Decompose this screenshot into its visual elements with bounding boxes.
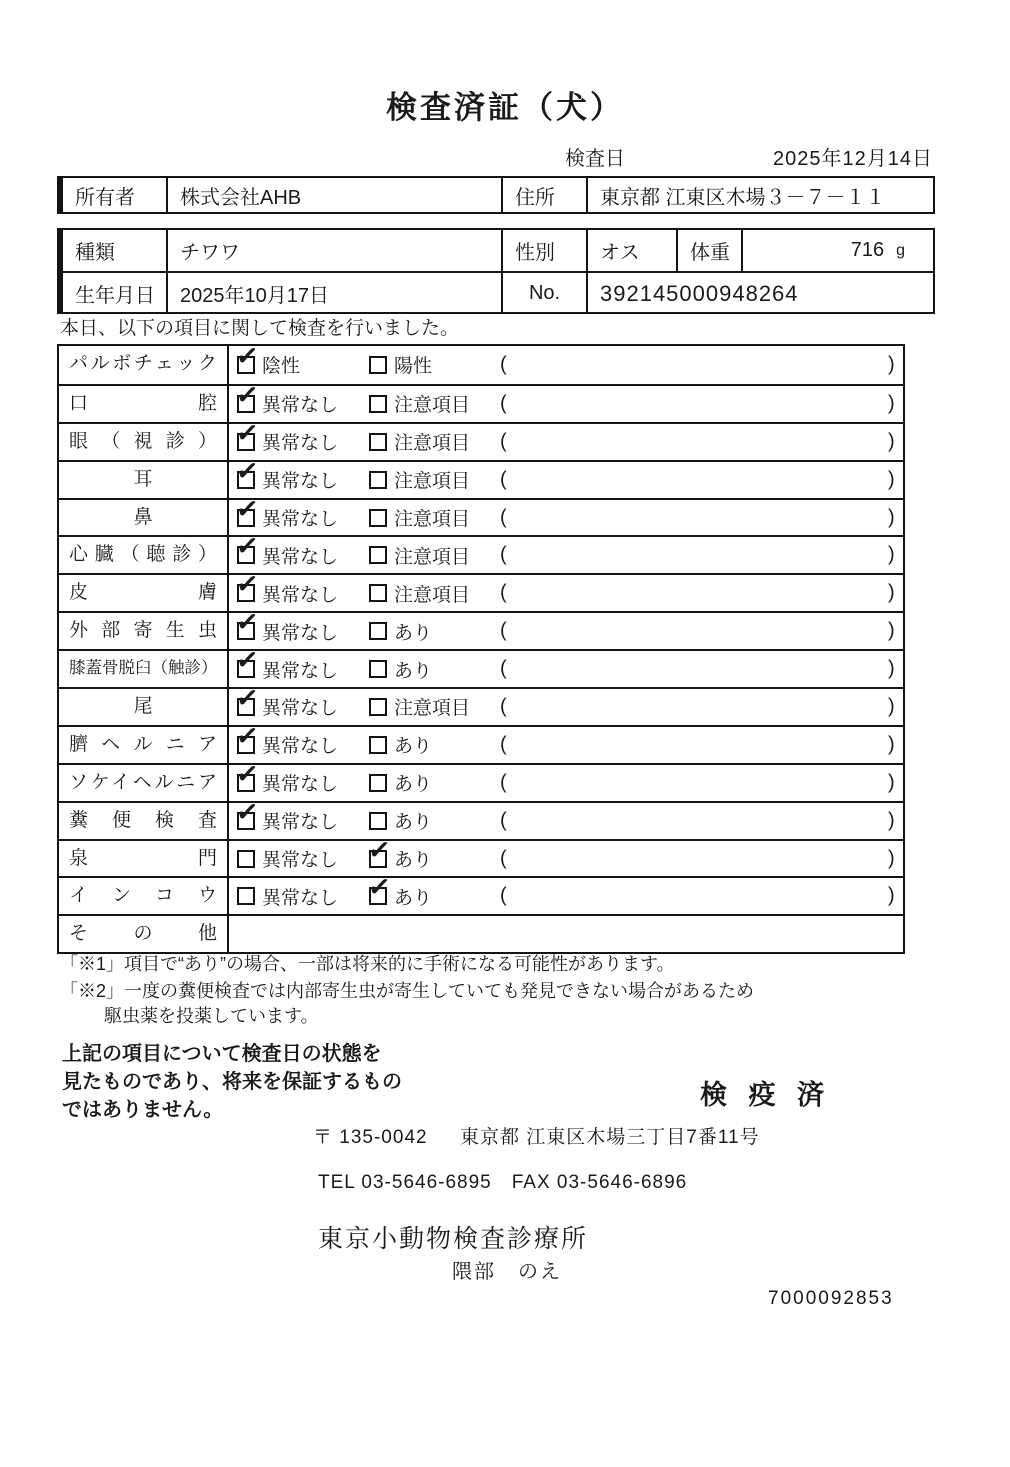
exam-option-label: 異常なし: [262, 509, 339, 530]
checkbox-icon: [369, 774, 387, 792]
exam-option: [369, 651, 432, 687]
exam-option-label: あり: [394, 812, 433, 834]
owner-row: [63, 178, 933, 212]
disclaimer-line-3: ではありません。: [62, 1099, 224, 1121]
checkbox-checked-icon: [234, 795, 261, 830]
paren-close: ): [888, 543, 895, 566]
exam-options-cell: [229, 339, 903, 384]
paren-open: (: [500, 353, 507, 376]
check-mark-icon: ✓: [234, 492, 261, 525]
checkbox-checked-icon: [234, 492, 261, 527]
exam-option-label: あり: [394, 850, 433, 872]
exam-item-label: 皮膚: [59, 575, 229, 611]
checkbox-icon: [369, 471, 387, 489]
breed-value: チワワ: [166, 230, 501, 271]
check-mark-icon: ✓: [234, 643, 261, 677]
paren-open: (: [500, 884, 507, 907]
exam-option: [234, 378, 339, 422]
exam-option: [234, 416, 339, 460]
exam-option-label: 異常なし: [262, 850, 339, 872]
paren-open: (: [500, 619, 507, 642]
checkbox-icon: [369, 698, 387, 716]
paren-close: ): [888, 392, 895, 415]
exam-row: [59, 454, 903, 498]
exam-option: [237, 878, 338, 914]
exam-option-label: あり: [394, 887, 433, 909]
exam-option-label: 異常なし: [262, 736, 339, 758]
sex-value: オス: [586, 230, 676, 271]
check-mark-icon: ✓: [234, 719, 261, 752]
exam-option: [369, 537, 470, 573]
paren-close: ): [888, 619, 895, 642]
paren-close: ): [888, 733, 895, 756]
exam-option-label: 異常なし: [262, 660, 339, 682]
exam-option-label: 注意項目: [394, 546, 471, 568]
exam-option: [369, 575, 470, 611]
exam-options-cell: [229, 833, 903, 877]
exam-option-label: 異常なし: [262, 622, 339, 644]
exam-option: [234, 454, 339, 498]
exam-option: [234, 606, 339, 649]
check-mark-icon: ✓: [234, 568, 261, 601]
checkbox-icon: [369, 584, 387, 602]
exam-table: [57, 339, 905, 954]
checkbox-checked-icon: [234, 378, 261, 413]
paren-close: ): [888, 353, 895, 376]
checkbox-icon: [369, 395, 387, 413]
exam-row: [59, 568, 903, 611]
weight-unit: g: [896, 241, 905, 259]
exam-options-cell: [229, 606, 903, 649]
exam-item-label: 糞便検査: [59, 803, 229, 839]
exam-option-label: 異常なし: [262, 584, 339, 606]
exam-option: [234, 681, 339, 725]
exam-option: [369, 424, 470, 460]
exam-options-cell: [229, 454, 903, 498]
exam-item-label: 尾: [59, 689, 229, 725]
exam-option-label: 異常なし: [262, 433, 339, 455]
paren-open: (: [500, 468, 507, 491]
no-label: No.: [501, 273, 586, 314]
exam-option: [369, 346, 432, 384]
pet-row-2: [63, 271, 933, 314]
paren-close: ): [888, 430, 895, 453]
exam-row: [59, 871, 903, 914]
exam-options-cell: [229, 871, 903, 914]
checkbox-icon: [369, 736, 387, 754]
paren-open: (: [500, 733, 507, 756]
exam-option: [234, 757, 339, 801]
checkbox-icon: [237, 850, 255, 868]
paren-open: (: [500, 392, 507, 415]
inspection-date-label: 検査日: [565, 148, 625, 170]
exam-item-label: 口腔: [59, 386, 229, 422]
exam-option-label: あり: [394, 660, 433, 682]
checkbox-icon: [369, 433, 387, 451]
exam-options-cell: [229, 378, 903, 422]
paren-open: (: [500, 657, 507, 680]
exam-options-cell: [229, 530, 903, 573]
exam-row: [59, 643, 903, 687]
exam-item-label: ソケイヘルニア: [59, 765, 229, 801]
exam-option: [234, 530, 339, 573]
exam-option: [234, 568, 339, 611]
check-mark-icon: ✓: [234, 795, 261, 828]
checkbox-checked-icon: [234, 681, 261, 716]
check-mark-icon: ✓: [234, 416, 261, 449]
exam-option: [369, 613, 432, 649]
pet-table: [57, 228, 935, 314]
exam-row: [59, 833, 903, 877]
paren-close: ): [888, 884, 895, 907]
owner-label: 所有者: [75, 186, 135, 209]
exam-option-label: 異常なし: [262, 774, 339, 796]
exam-options-cell: [229, 719, 903, 763]
checkbox-icon: [369, 509, 387, 527]
checkbox-checked-icon: [234, 339, 261, 374]
exam-row: [59, 914, 903, 952]
checkbox-icon: [369, 546, 387, 564]
check-mark-icon: ✓: [234, 339, 261, 373]
disclaimer-line-1: 上記の項目について検査日の状態を: [62, 1043, 382, 1065]
exam-options-cell: [229, 681, 903, 725]
weight-cell: [741, 230, 933, 271]
check-mark-icon: ✓: [234, 378, 261, 411]
exam-options-cell: [229, 916, 903, 952]
disclaimer-text: [62, 1040, 402, 1124]
sex-label: 性別: [501, 230, 586, 271]
exam-option-label: 注意項目: [394, 698, 471, 720]
exam-option: [369, 500, 470, 536]
exam-row: [59, 681, 903, 725]
footnote-2-continued: 駆虫薬を投薬しています。: [104, 1006, 319, 1026]
paren-close: ): [888, 847, 895, 870]
paren-open: (: [500, 581, 507, 604]
document-serial-number: 7000092853: [768, 1288, 894, 1309]
exam-option-label: 異常なし: [262, 698, 339, 720]
birth-label: 生年月日: [75, 285, 155, 307]
exam-item-label: 臍ヘルニア: [59, 727, 229, 763]
veterinarian-name: 隈部 のえ: [452, 1261, 562, 1283]
paren-open: (: [500, 847, 507, 870]
checkbox-icon: [369, 812, 387, 830]
exam-item-label: 眼（視診）: [59, 424, 229, 460]
exam-option-label: 陰性: [262, 356, 301, 378]
exam-item-label: 膝蓋骨脱臼（触診）: [59, 651, 229, 687]
check-mark-icon: ✓: [234, 454, 261, 487]
exam-option-label: 異常なし: [262, 546, 339, 568]
exam-item-label: 鼻: [59, 500, 229, 536]
exam-item-label: その他: [59, 916, 229, 952]
exam-option: [369, 765, 432, 801]
paren-close: ): [888, 771, 895, 794]
paren-close: ): [888, 695, 895, 718]
exam-option-label: 異常なし: [262, 887, 339, 909]
exam-item-label: 耳: [59, 462, 229, 498]
exam-option-label: 注意項目: [394, 584, 471, 606]
paren-close: ): [888, 506, 895, 528]
weight-value: 716: [850, 239, 885, 261]
exam-options-cell: [229, 568, 903, 611]
checkbox-checked-icon: [234, 757, 261, 792]
exam-row: [59, 492, 903, 536]
checkbox-icon: [237, 887, 255, 905]
exam-options-cell: [229, 416, 903, 460]
exam-option: [234, 643, 339, 687]
paren-close: ): [888, 468, 895, 491]
exam-options-cell: [229, 643, 903, 687]
exam-row: [59, 606, 903, 649]
exam-option-label: 異常なし: [262, 395, 339, 417]
paren-open: (: [500, 430, 507, 453]
quarantine-passed-stamp: 検 疫 済: [700, 1080, 832, 1110]
address-value: 東京都 江東区木場３－７－１１: [586, 178, 933, 212]
exam-option-label: あり: [394, 774, 433, 796]
exam-row: [59, 719, 903, 763]
exam-option-label: 注意項目: [394, 509, 471, 530]
exam-item-label: 外部寄生虫: [59, 613, 229, 649]
check-mark-icon: ✓: [234, 606, 261, 639]
exam-option: [366, 871, 433, 914]
clinic-postal-code: 〒 135-0042: [313, 1127, 428, 1148]
exam-option-label: 陽性: [394, 356, 433, 378]
exam-item-label: 心臓（聴診）: [59, 537, 229, 573]
checkbox-checked-icon: [234, 643, 261, 678]
checkbox-icon: [369, 660, 387, 678]
footnote-2: 「※2」一度の糞便検査では内部寄生虫が寄生していても発見できない場合があるため: [60, 981, 755, 1001]
exam-option: [237, 841, 338, 877]
checkbox-icon: [369, 622, 387, 640]
exam-option-label: 異常なし: [262, 471, 339, 493]
exam-option: [369, 462, 470, 498]
exam-row: [59, 416, 903, 460]
birth-value: 2025年10月17日: [166, 273, 501, 314]
clinic-name: 東京小動物検査診療所: [318, 1225, 589, 1253]
exam-row: [59, 795, 903, 839]
exam-option-label: あり: [394, 622, 433, 644]
exam-item-label: インコウ: [59, 878, 229, 914]
paren-open: (: [500, 695, 507, 718]
intro-text: 本日、以下の項目に関して検査を行いました。: [60, 318, 460, 339]
exam-option: [234, 795, 339, 839]
exam-option: [369, 727, 432, 763]
exam-option: [369, 386, 470, 422]
check-mark-icon: ✓: [234, 681, 261, 715]
exam-option: [234, 339, 301, 384]
exam-row: [59, 378, 903, 422]
exam-row: [59, 757, 903, 801]
exam-options-cell: [229, 757, 903, 801]
exam-row: [59, 339, 903, 384]
exam-option: [369, 689, 470, 725]
check-mark-icon: ✓: [234, 530, 261, 563]
check-mark-icon: ✓: [234, 757, 261, 790]
no-value: 392145000948264: [586, 273, 933, 314]
checkbox-checked-icon: [234, 719, 261, 754]
disclaimer-line-2: 見たものであり、将来を保証するもの: [62, 1071, 402, 1093]
checkbox-checked-icon: [234, 416, 261, 451]
inspection-date-value: 2025年12月14日: [773, 148, 933, 170]
owner-value: 株式会社AHB: [166, 178, 501, 212]
exam-options-cell: [229, 795, 903, 839]
checkbox-icon: [369, 356, 387, 374]
exam-option-label: 注意項目: [394, 433, 471, 455]
exam-option-label: 注意項目: [394, 471, 471, 493]
exam-option-label: あり: [394, 736, 433, 758]
paren-open: (: [500, 771, 507, 794]
pet-row-1: [63, 230, 933, 271]
exam-option-label: 注意項目: [394, 395, 471, 417]
footnote-1: 「※1」項目で“あり”の場合、一部は将来的に手術になる可能性があります。: [60, 954, 675, 974]
document-title: 検査済証（犬）: [386, 90, 624, 125]
paren-close: ): [888, 809, 895, 832]
exam-options-cell: [229, 492, 903, 536]
checkbox-checked-icon: [234, 568, 261, 602]
exam-option: [234, 492, 339, 536]
clinic-address: 東京都 江東区木場三丁目7番11号: [460, 1127, 760, 1148]
paren-open: (: [500, 543, 507, 566]
check-mark-icon: ✓: [366, 833, 393, 866]
checkbox-checked-icon: [366, 833, 393, 868]
check-mark-icon: ✓: [366, 871, 393, 904]
breed-label: 種類: [75, 242, 115, 264]
exam-row: [59, 530, 903, 573]
paren-close: ): [888, 657, 895, 680]
checkbox-checked-icon: [366, 871, 393, 905]
checkbox-checked-icon: [234, 454, 261, 489]
paren-open: (: [500, 809, 507, 832]
exam-option-label: 異常なし: [262, 812, 339, 834]
paren-open: (: [500, 506, 507, 528]
checkbox-checked-icon: [234, 606, 261, 640]
paren-close: ): [888, 581, 895, 604]
exam-option: [369, 803, 432, 839]
exam-option: [234, 719, 339, 763]
exam-item-label: パルボチェック: [59, 346, 229, 384]
clinic-tel-fax: TEL 03-5646-6895 FAX 03-5646-6896: [318, 1172, 688, 1193]
weight-label: 体重: [676, 230, 741, 271]
owner-table: [57, 176, 935, 214]
checkbox-checked-icon: [234, 530, 261, 564]
exam-item-label: 泉門: [59, 841, 229, 877]
address-label: 住所: [501, 178, 586, 212]
